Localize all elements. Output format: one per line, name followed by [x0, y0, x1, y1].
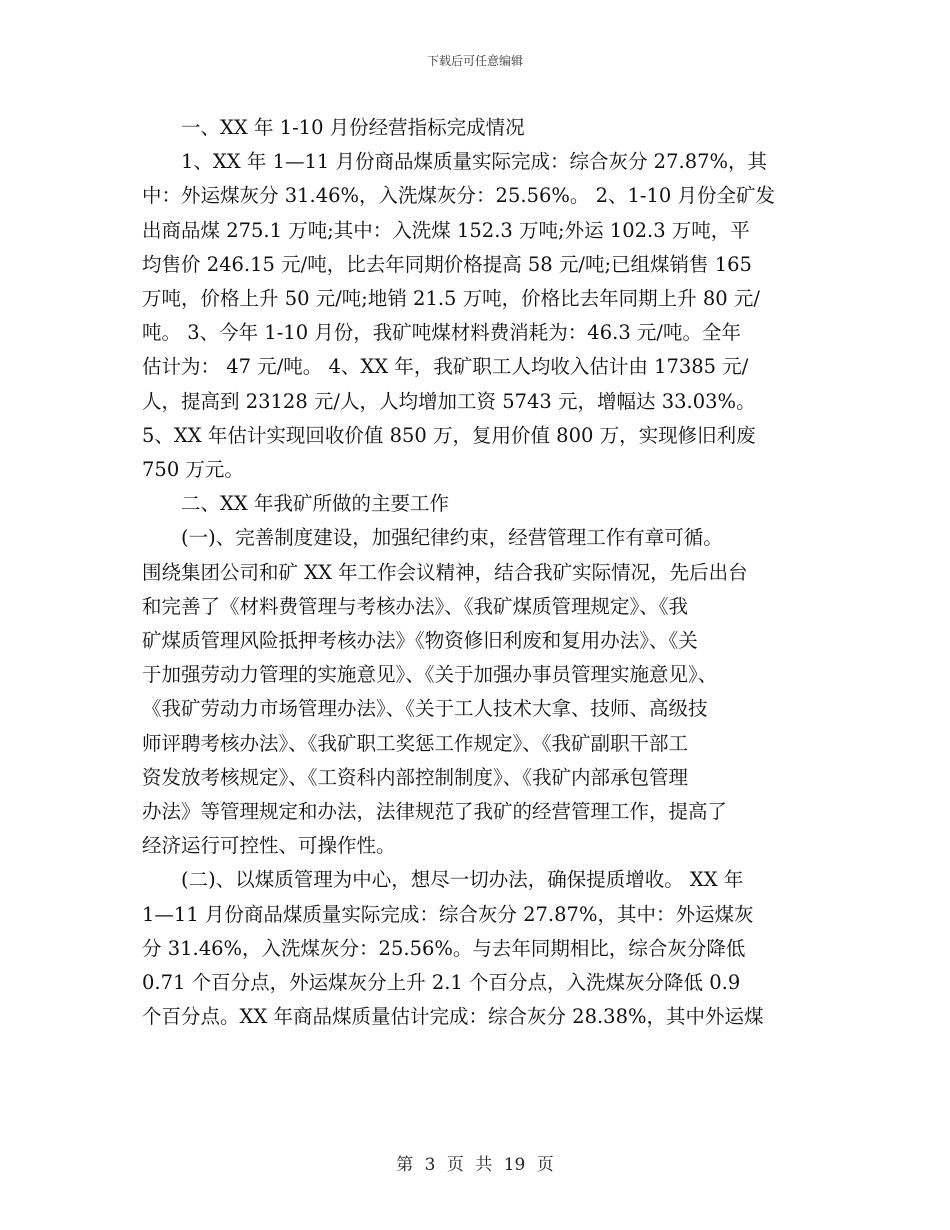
- text-line: 吨。 3、今年 1-10 月份，我矿吨煤材料费消耗为：46.3 元/吨。全年: [142, 321, 741, 345]
- text-line: 资发放考核规定》、《工资科内部控制制度》、《我矿内部承包管理: [142, 765, 689, 789]
- text-line: 一、XX 年 1-10 月份经营指标完成情况: [181, 116, 525, 139]
- text-line: 分 31.46%，入洗煤灰分：25.56%。与去年同期相比，综合灰分降低: [142, 936, 746, 960]
- text-line: (一)、完善制度建设，加强纪律约束，经营管理工作有章可循。: [181, 526, 723, 550]
- text-line: 万吨，价格上升 50 元/吨;地销 21.5 万吨，价格比去年同期上升 80 元/: [142, 287, 760, 311]
- text-line: 1、XX 年 1—11 月份商品煤质量实际完成：综合灰分 27.87%，其: [181, 150, 768, 174]
- text-line: 均售价 246.15 元/吨，比去年同期价格提高 58 元/吨;已组煤销售 165: [142, 252, 752, 276]
- text-line: 办法》等管理规定和办法，法律规范了我矿的经营管理工作，提高了: [142, 800, 728, 824]
- text-line: 《我矿劳动力市场管理办法》、《关于工人技术大拿、技师、高级技: [142, 697, 708, 721]
- paragraph: [142, 521, 810, 863]
- text-line: 二、XX 年我矿所做的主要工作: [181, 492, 449, 516]
- text-line: 矿煤质管理风险抵押考核办法》《物资修旧利废和复用办法》、《关: [142, 629, 698, 653]
- text-line: 人，提高到 23128 元/人，人均增加工资 5743 元，增幅达 33.03%。: [142, 389, 756, 413]
- text-line: 和完善了《材料费管理与考核办法》、《我矿煤质管理规定》、《我: [142, 594, 689, 618]
- page-number-footer: 第 3 页 共 19 页: [396, 1155, 554, 1175]
- text-line: 750 万元。: [142, 458, 244, 482]
- text-line: 个百分点。XX 年商品煤质量估计完成：综合灰分 28.38%，其中外运煤: [142, 1005, 764, 1029]
- text-line: (二)、以煤质管理为中心，想尽一切办法，确保提质增收。 XX 年: [181, 868, 744, 892]
- text-line: 0.71 个百分点，外运煤灰分上升 2.1 个百分点，入洗煤灰分降低 0.9: [142, 971, 741, 995]
- paragraph: [142, 145, 810, 487]
- text-line: 经济运行可控性、可操作性。: [142, 834, 396, 858]
- text-line: 1—11 月份商品煤质量实际完成：综合灰分 27.87%，其中：外运煤灰: [142, 902, 754, 926]
- page-header: 下载后可任意编辑: [426, 54, 523, 68]
- paragraph: [142, 111, 810, 145]
- document-body: [142, 111, 810, 1034]
- text-line: 估计为： 47 元/吨。 4、XX 年，我矿职工人均收入估计由 17385 元/: [142, 355, 749, 379]
- text-line: 出商品煤 275.1 万吨;其中：入洗煤 152.3 万吨;外运 102.3 万吨，平: [142, 218, 750, 242]
- text-line: 师评聘考核办法》、《我矿职工奖惩工作规定》、《我矿副职干部工: [142, 731, 689, 755]
- text-line: 于加强劳动力管理的实施意见》、《关于加强办事员管理实施意见》、: [142, 663, 718, 687]
- paragraph: [142, 863, 810, 1034]
- text-line: 5、XX 年估计实现回收价值 850 万，复用价值 800 万，实现修旧利废: [142, 423, 756, 447]
- paragraph: [142, 487, 810, 521]
- text-line: 围绕集团公司和矿 XX 年工作会议精神，结合我矿实际情况，先后出台: [142, 560, 748, 584]
- text-line: 中：外运煤灰分 31.46%，入洗煤灰分：25.56%。 2、1-10 月份全矿发: [142, 184, 776, 208]
